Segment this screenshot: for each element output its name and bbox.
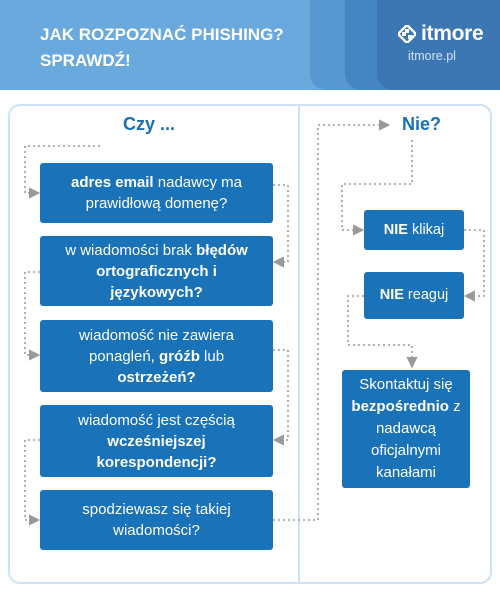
answer-contact-sender	[342, 370, 470, 488]
answer-dont-click	[364, 210, 464, 250]
connector-q3-q4	[273, 350, 288, 440]
question-expected	[40, 490, 273, 550]
question-text: lub	[199, 347, 225, 365]
question-threats	[40, 320, 273, 392]
logo-url: itmore.pl	[408, 49, 456, 63]
answer-text: z nadawcą oficjalnymi kanałami	[370, 398, 461, 481]
question-bold: wcześniejszej korespondencji?	[96, 432, 217, 471]
question-spelling	[40, 236, 273, 306]
answer-text: klikaj	[407, 221, 445, 238]
question-text: w wiadomości brak	[65, 241, 197, 259]
question-text: wiadomość jest częścią	[78, 411, 235, 429]
answer-bold: bezpośrednio	[351, 398, 449, 415]
connector-q2-q3	[25, 272, 40, 355]
question-email-domain	[40, 163, 273, 223]
question-bold: gróźb	[159, 347, 200, 365]
question-bold: ostrzeżeń?	[117, 368, 196, 386]
question-text: spodziewasz się takiej wiadomości?	[82, 501, 231, 539]
answer-bold: NIE	[383, 221, 408, 238]
question-text: nadawcy ma prawidłową domenę?	[85, 174, 242, 212]
logo-text: itmore	[421, 22, 484, 45]
right-column-heading: Nie?	[402, 114, 442, 134]
connector-q1-q2	[273, 185, 288, 262]
connector-q4-q5	[25, 440, 40, 520]
question-text: wiadomość nie zawiera ponagleń,	[78, 326, 235, 365]
answer-dont-respond	[364, 272, 464, 319]
question-correspondence	[40, 405, 273, 477]
title-line-1: JAK ROZPOZNAĆ PHISHING?	[40, 25, 284, 44]
title-line-2: SPRAWDŹ!	[40, 51, 131, 70]
question-bold: adres email	[71, 174, 154, 191]
answer-text: reaguj	[403, 287, 449, 303]
connector-a1-a2	[464, 230, 484, 296]
answer-text: Skontaktuj się	[359, 376, 453, 393]
left-column-heading: Czy ...	[123, 114, 176, 134]
question-bold: błędów ortograficznych i językowych?	[96, 241, 248, 301]
answer-bold: NIE	[379, 287, 404, 303]
